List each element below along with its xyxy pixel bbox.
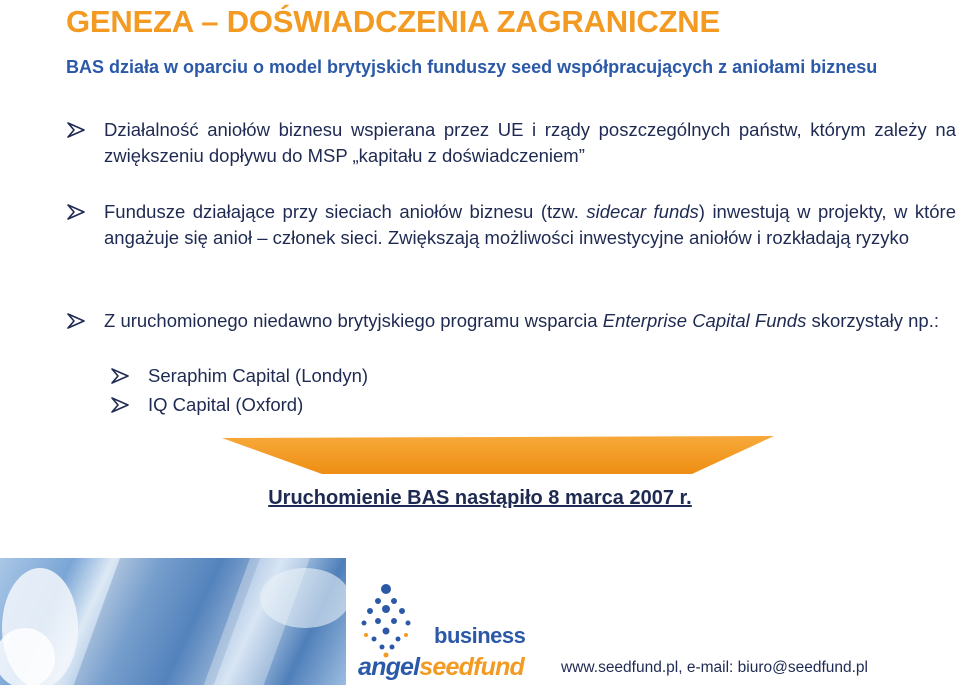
logo-word-angel: angel [358,653,420,681]
bullet-2-text [104,199,956,251]
bullet-1-text: Działalność aniołów biznesu wspierana przez UE i rządy poszczególnych państw, którym zależy na zwiększeniu dopływu do MSP „kapitału z doświadczeniem” [104,119,956,166]
arrow-bullet-icon [110,368,130,384]
bullet-1 [66,117,956,169]
logo-word-angel-seedfund [358,653,524,682]
arrow-bullet-icon [110,397,130,413]
logo-word-business: business [434,623,526,648]
sub-item-1-text: Seraphim Capital (Londyn) [148,365,369,386]
logo-word-seedfund: seedfund [419,653,525,681]
bullet-3-post: skorzystały np.: [806,310,939,331]
sub-item-1 [110,363,710,389]
orange-banner-shape [222,436,774,476]
bullet-3-text [104,308,956,334]
bullet-2-italic: sidecar funds [586,201,699,222]
sub-item-2-text: IQ Capital (Oxford) [148,394,304,415]
bullet-2-post: ) inwestują w projekty, w które angażuje się anioł – członek sieci. Zwiększają możliwości inwestycyjne aniołów i rozkładają ryzyko [104,201,956,248]
arrow-bullet-icon [66,204,86,220]
bullet-2 [66,199,956,251]
footer-contact: www.seedfund.pl, e-mail: biuro@seedfund.pl [561,659,868,676]
bullet-3-pre: Z uruchomionego niedawno brytyjskiego programu wsparcia [104,310,603,331]
arrow-bullet-icon [66,313,86,329]
bullet-3-italic: Enterprise Capital Funds [602,310,807,331]
sky-photo-art [0,558,346,685]
slide-subtitle: BAS działa w oparciu o model brytyjskich funduszy seed współpracujących z aniołami biznesu [66,57,878,77]
arrow-bullet-icon [66,122,86,138]
launch-statement: Uruchomienie BAS nastąpiło 8 marca 2007 r. [268,487,692,509]
bullet-2-pre: Fundusze działające przy sieciach aniołów biznesu (tzw. [104,201,587,222]
bullet-3 [66,308,956,334]
sky-photo [0,558,346,685]
business-angel-seedfund-logo [356,583,526,683]
sub-item-2 [110,392,710,418]
slide-title: GENEZA – DOŚWIADCZENIA ZAGRANICZNE [66,4,720,39]
